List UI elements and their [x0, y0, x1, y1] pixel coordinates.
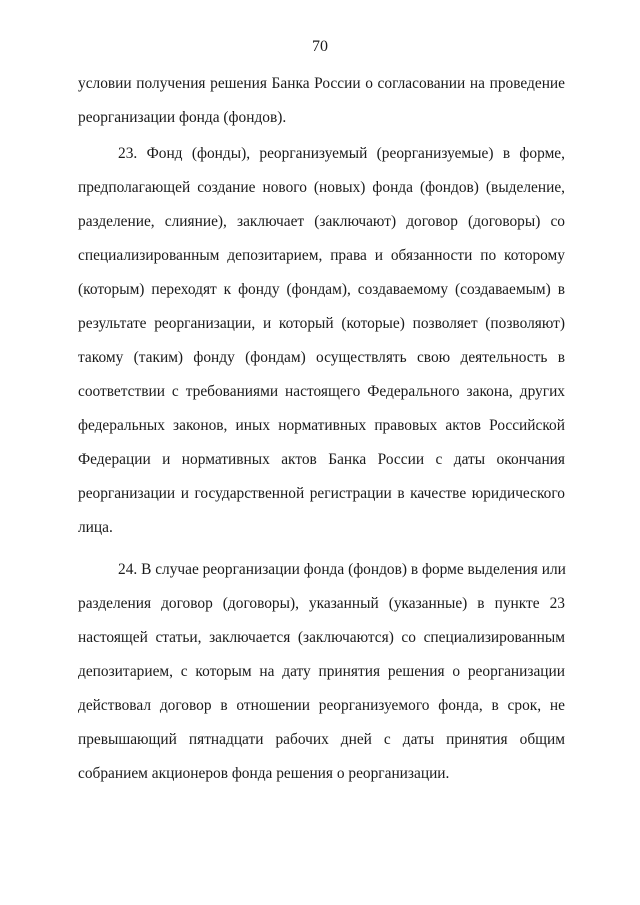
text-line: реорганизации фонда (фондов).: [78, 109, 287, 126]
text-line: разделения договор (договоры), указанный (указанные) в пункте 23: [78, 595, 565, 612]
text-line: реорганизации и государственной регистрации в качестве юридического: [78, 485, 565, 502]
paragraph-23: [78, 137, 565, 545]
paragraph-continuation: [78, 67, 565, 135]
text-line: Федерации и нормативных актов Банка России с даты окончания: [78, 451, 565, 468]
text-line: депозитарием, с которым на дату принятия решения о реорганизации: [78, 663, 565, 680]
text-line: превышающий пятнадцати рабочих дней с даты принятия общим: [78, 731, 565, 748]
text-line: действовал договор в отношении реорганизуемого фонда, в срок, не: [78, 697, 565, 714]
text-line: настоящей статьи, заключается (заключаются) со специализированным: [78, 629, 565, 646]
text-line: такому (таким) фонду (фондам) осуществлять свою деятельность в: [78, 349, 565, 366]
text-line: результате реорганизации, и который (которые) позволяет (позволяют): [78, 315, 565, 332]
text-line: федеральных законов, иных нормативных правовых актов Российской: [78, 417, 565, 434]
text-line: 23. Фонд (фонды), реорганизуемый (реорганизуемые) в форме,: [118, 145, 565, 162]
text-line: 24. В случае реорганизации фонда (фондов) в форме выделения или: [118, 561, 566, 578]
text-line: собранием акционеров фонда решения о реорганизации.: [78, 765, 450, 782]
text-line: разделение, слияние), заключает (заключают) договор (договоры) со: [78, 213, 565, 230]
text-line: лица.: [78, 519, 113, 536]
text-line: (которым) переходят к фонду (фондам), создаваемому (создаваемым) в: [78, 281, 565, 298]
text-line: соответствии с требованиями настоящего Федерального закона, других: [78, 383, 565, 400]
page-number: 70: [312, 38, 328, 55]
text-line: условии получения решения Банка России о согласовании на проведение: [78, 75, 565, 92]
text-line: специализированным депозитарием, права и обязанности по которому: [78, 247, 565, 264]
paragraph-24: [78, 553, 565, 791]
text-line: предполагающей создание нового (новых) фонда (фондов) (выделение,: [78, 179, 565, 196]
